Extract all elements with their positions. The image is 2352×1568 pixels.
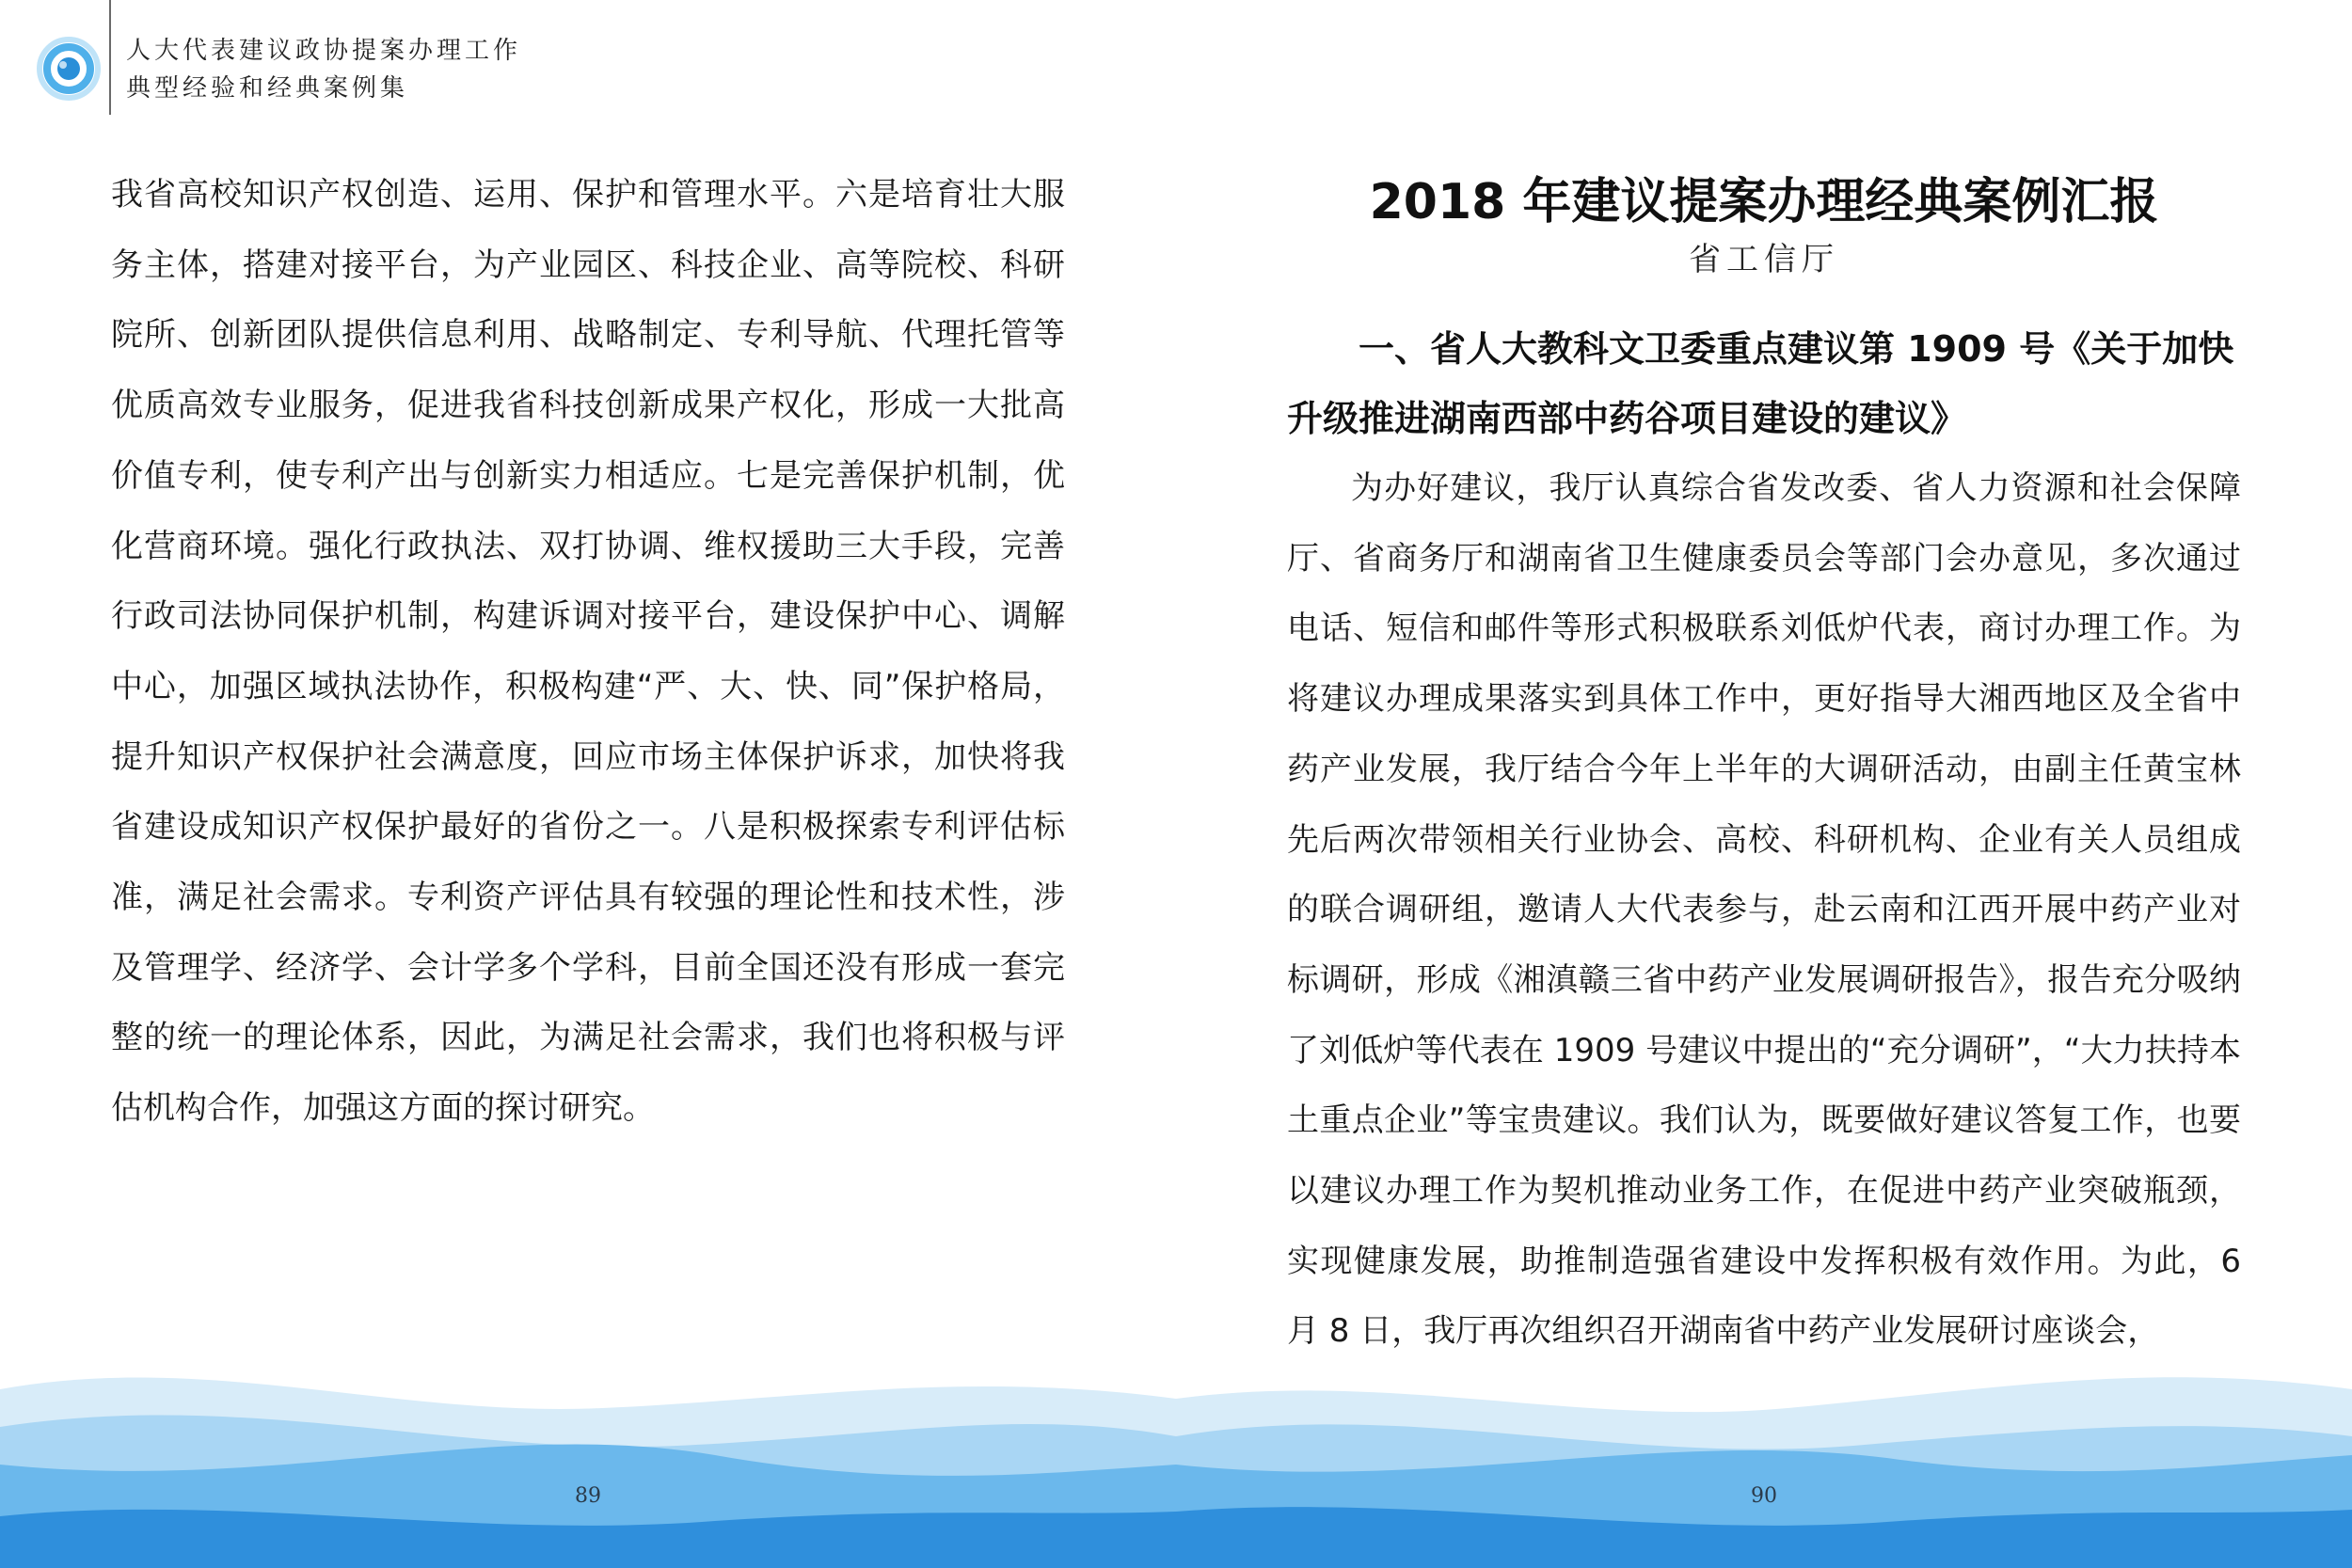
left-body-text: 我省高校知识产权创造、运用、保护和管理水平。六是培育壮大服务主体，搭建对接平台，为产业园区、科技企业、高等院校、科研院所、创新团队提供信息利用、战略制定、专利导航、代理托管等优质高效专业服务，促进我省科技创新成果产权化，形成一大批高价值专利，使专利产出与创新实力相适应。七是完善保护机制，优化营商环境。强化行政执法、双打协调、维权援助三大手段，完善行政司法协同保护机制，构建诉调对接平台，建设保护中心、调解中心，加强区域执法协作，积极构建“严、大、快、同”保护格局，提升知识产权保护社会满意度，回应市场主体保护诉求，加快将我省建设成知识产权保护最好的省份之一。八是积极探索专利评估标准，满足社会需求。专利资产评估具有较强的理论性和技术性，涉及管理学、经济学、会计学多个学科，目前全国还没有形成一套完整的统一的理论体系，因此，为满足社会需求，我们也将积极与评估机构合作，加强这方面的探讨研究。 <box>111 176 1065 1128</box>
report-subtitle: 省工信厅 <box>1689 241 1839 278</box>
running-header <box>126 32 521 107</box>
right-page <box>1176 0 2352 1568</box>
header-divider <box>109 0 111 115</box>
section-heading: 一、省人大教科文卫委重点建议第 1909 号《关于加快升级推进湖南西部中药谷项目建设的建议》 <box>1287 328 2234 439</box>
header-line-2: 典型经验和经典案例集 <box>126 74 409 103</box>
report-title: 2018 年建议提案办理经典案例汇报 <box>1369 174 2159 230</box>
page-number-right: 90 <box>1751 1484 1777 1508</box>
wave-footer-decoration <box>0 1352 1176 1568</box>
wave-footer-decoration <box>1176 1352 2352 1568</box>
circle-logo-icon <box>36 36 102 102</box>
header-line-1: 人大代表建议政协提案办理工作 <box>126 37 522 65</box>
page-number-left: 89 <box>575 1484 601 1508</box>
right-body-text: 为办好建议，我厅认真综合省发改委、省人力资源和社会保障厅、省商务厅和湖南省卫生健康委员会等部门会办意见，多次通过电话、短信和邮件等形式积极联系刘低炉代表，商讨办理工作。为将建议办理成果落实到具体工作中，更好指导大湘西地区及全省中药产业发展，我厅结合今年上半年的大调研活动，由副主任黄宝林先后两次带领相关行业协会、高校、科研机构、企业有关人员组成的联合调研组，邀请人大代表参与，赴云南和江西开展中药产业对标调研，形成《湘滇赣三省中药产业发展调研报告》，报告充分吸纳了刘低炉等代表在 1909 号建议中提出的“充分调研”，“大力扶持本土重点企业”等宝贵建议。我们认为，既要做好建议答复工作，也要以建议办理工作为契机推动业务工作，在促进中药产业突破瓶颈，实现健康发展，助推制造强省建设中发挥积极有效作用。为此，6 月 8 日，我厅再次组织召开湖南省中药产业发展研讨座谈会， <box>1287 469 2241 1351</box>
